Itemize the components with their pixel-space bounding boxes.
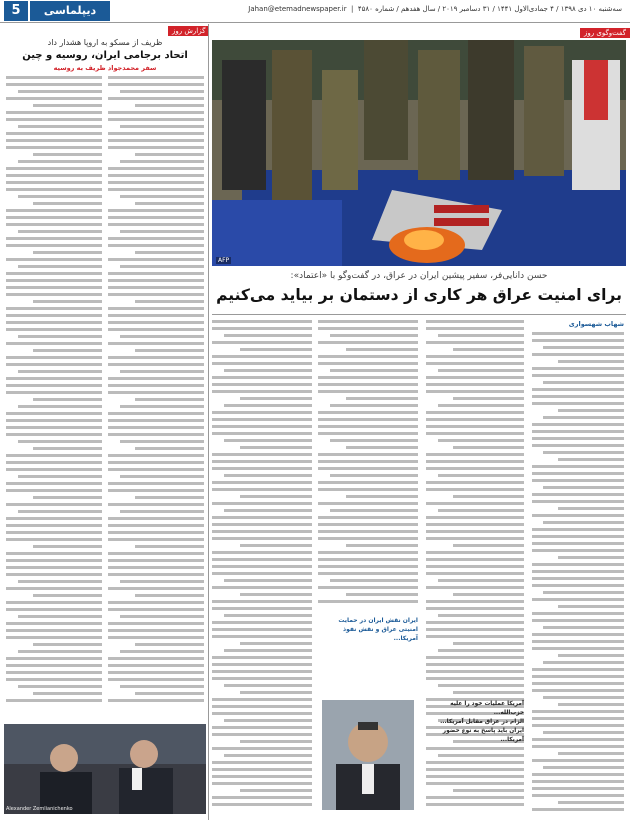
bullet-list: [426, 700, 524, 745]
interview-kicker: حسن دانایی‌فر، سفیر پیشین ایران در عراق، در گفت‌وگو با «اعتماد»:: [290, 271, 548, 281]
page-number: 5: [4, 1, 28, 21]
left-photo: [4, 724, 206, 814]
interview-tag: گفت‌وگوی روز: [580, 28, 630, 38]
section-label: دیپلماسی: [30, 1, 110, 21]
header-info: سه‌شنبه ۱۰ دی ۱۳۹۸ / ۴ جمادی‌الاول ۱۴۴۱ / ۳۱ دسامبر ۲۰۱۹ / سال هفدهم / شماره ۴۵۸۰ | Jahan@etemadnewspaper.ir: [248, 5, 622, 13]
main-photo-credit: AFP: [218, 257, 230, 264]
interview-column-1: [532, 332, 624, 816]
bullet-3: ایران باید پاسخ به نوع حضور آمریکا...: [442, 728, 524, 743]
left-headline: اتحاد برجامی ایران، روسیه و چین: [22, 50, 188, 61]
interview-headline: برای امنیت عراق هر کاری از دستمان بر بیاید می‌کنیم: [216, 286, 622, 304]
email-link[interactable]: Jahan@etemadnewspaper.ir: [248, 5, 347, 13]
bullet-2: الزام در عراق مقابل آمریکا...: [440, 719, 524, 725]
left-text-column-2: [6, 76, 102, 716]
left-column-tag: گزارش روز: [168, 26, 209, 36]
issue-date: سه‌شنبه ۱۰ دی ۱۳۹۸ / ۴ جمادی‌الاول ۱۴۴۱ / ۳۱ دسامبر ۲۰۱۹ / سال هفدهم / شماره ۴۵۸۰: [357, 5, 622, 13]
left-text-column-1: [108, 76, 204, 716]
interview-column-3: [318, 320, 418, 610]
left-kicker: ظریف از مسکو به اروپا هشدار داد: [47, 38, 163, 47]
interview-author: شهاب شهسواری: [568, 320, 624, 328]
main-photo: [212, 40, 626, 266]
pull-quote: ایران نقش ایران در حمایت امنیتی عراق و نقش نفوذ آمریکا...: [338, 617, 418, 642]
left-subhead: سفر محمدجواد ظریف به روسیه: [53, 64, 157, 72]
portrait-photo: [322, 700, 414, 810]
interview-column-4: [212, 320, 312, 816]
bullet-1: آمریکا عملیات خود را علیه حزب‌الله...: [450, 701, 524, 716]
left-photo-credit: Alexander Zemlianichenko: [6, 806, 73, 812]
page-header: [0, 0, 630, 23]
